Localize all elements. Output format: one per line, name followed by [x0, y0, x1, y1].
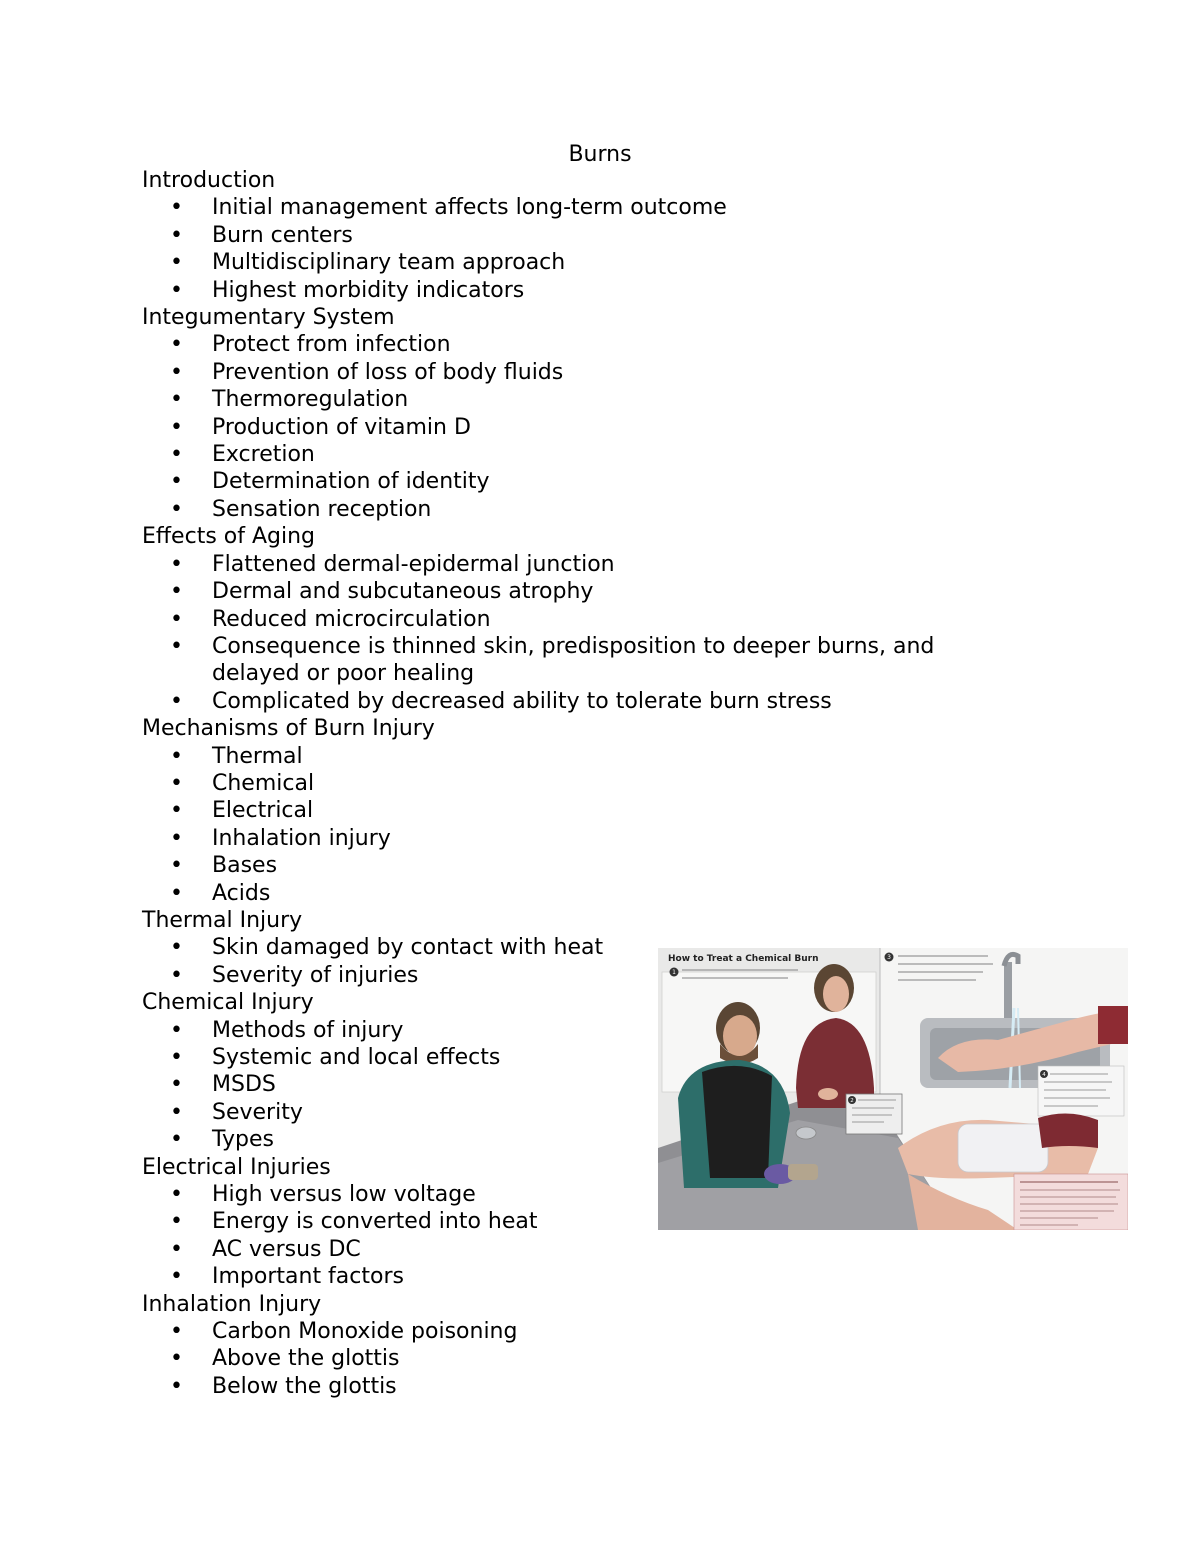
- list-item: • Methods of injury: [142, 1017, 1002, 1044]
- list-item: • Determination of identity: [142, 468, 1002, 495]
- list-item: • Thermoregulation: [142, 386, 1002, 413]
- section-heading: Integumentary System: [142, 305, 395, 331]
- list-item: • AC versus DC: [142, 1236, 1002, 1263]
- list-item: • Burn centers: [142, 222, 1002, 249]
- section-heading: Inhalation Injury: [142, 1291, 322, 1317]
- list-item: • Systemic and local effects: [142, 1044, 1002, 1071]
- list-item: • Thermal: [142, 743, 1002, 770]
- page-title: Burns: [568, 142, 632, 167]
- section-heading: Mechanisms of Burn Injury: [142, 716, 435, 742]
- list-item: • Severity of injuries: [142, 962, 1002, 989]
- list-item: • Multidisciplinary team approach: [142, 249, 1002, 276]
- bullet-list: [142, 331, 1002, 523]
- list-item: • Important factors: [142, 1263, 1002, 1290]
- bandage: [958, 1124, 1048, 1172]
- man-vest: [702, 1066, 772, 1178]
- section-heading: Effects of Aging: [142, 524, 316, 550]
- list-item: • Energy is converted into heat: [142, 1208, 1002, 1235]
- list-item: • Above the glottis: [142, 1345, 1002, 1372]
- list-item: • Bases: [142, 852, 1002, 879]
- list-item: • Dermal and subcutaneous atrophy: [142, 578, 1002, 605]
- list-item: • MSDS: [142, 1071, 1002, 1098]
- list-item: • Skin damaged by contact with heat: [142, 934, 1002, 961]
- list-item: • Production of vitamin D: [142, 414, 1002, 441]
- section-heading: Chemical Injury: [142, 990, 314, 1016]
- list-item: • Excretion: [142, 441, 1002, 468]
- list-item: • Highest morbidity indicators: [142, 277, 1002, 304]
- list-item: • Reduced microcirculation: [142, 606, 1002, 633]
- chemical-burn-illustration: [658, 948, 1128, 1230]
- svg-text:2: 2: [850, 1098, 854, 1104]
- list-item: • Carbon Monoxide poisoning: [142, 1318, 1002, 1345]
- list-item: • Chemical: [142, 770, 1002, 797]
- list-item: • Inhalation injury: [142, 825, 1002, 852]
- section-heading: Introduction: [142, 168, 276, 193]
- section-introduction: [142, 167, 1002, 304]
- section-effects-of-aging: [142, 523, 1002, 715]
- section-heading: Thermal Injury: [142, 907, 303, 933]
- list-item: • Acids: [142, 880, 1002, 907]
- section-integumentary-system: [142, 304, 1002, 523]
- section-inhalation-injury: [142, 1291, 1002, 1401]
- list-item: • Consequence is thinned skin, predisposition to deeper burns, and delayed or poor healing: [142, 633, 1002, 688]
- svg-text:3: 3: [887, 954, 891, 961]
- bullet-list: [142, 551, 1002, 715]
- list-item: • Sensation reception: [142, 496, 1002, 523]
- bullet-list: [142, 743, 1002, 907]
- list-item: • High versus low voltage: [142, 1181, 1002, 1208]
- list-item: • Electrical: [142, 797, 1002, 824]
- figure-title: How to Treat a Chemical Burn: [668, 954, 819, 964]
- list-item: • Below the glottis: [142, 1373, 1002, 1400]
- illustration-svg: [658, 948, 1128, 1230]
- faucet: [1004, 962, 1012, 1018]
- svg-text:1: 1: [672, 969, 676, 976]
- list-item: • Flattened dermal-epidermal junction: [142, 551, 1002, 578]
- svg-text:4: 4: [1042, 1072, 1046, 1078]
- list-item: • Prevention of loss of body fluids: [142, 359, 1002, 386]
- section-mechanisms-of-burn-injury: [142, 715, 1002, 907]
- list-item: • Types: [142, 1126, 1002, 1153]
- list-item: • Severity: [142, 1099, 1002, 1126]
- list-item: • Complicated by decreased ability to tolerate burn stress: [142, 688, 1002, 715]
- bullet-list: [142, 1318, 1002, 1400]
- bullet-list: [142, 194, 1002, 304]
- list-item: • Protect from infection: [142, 331, 1002, 358]
- list-item: • Initial management affects long-term outcome: [142, 194, 1002, 221]
- section-heading: Electrical Injuries: [142, 1154, 331, 1180]
